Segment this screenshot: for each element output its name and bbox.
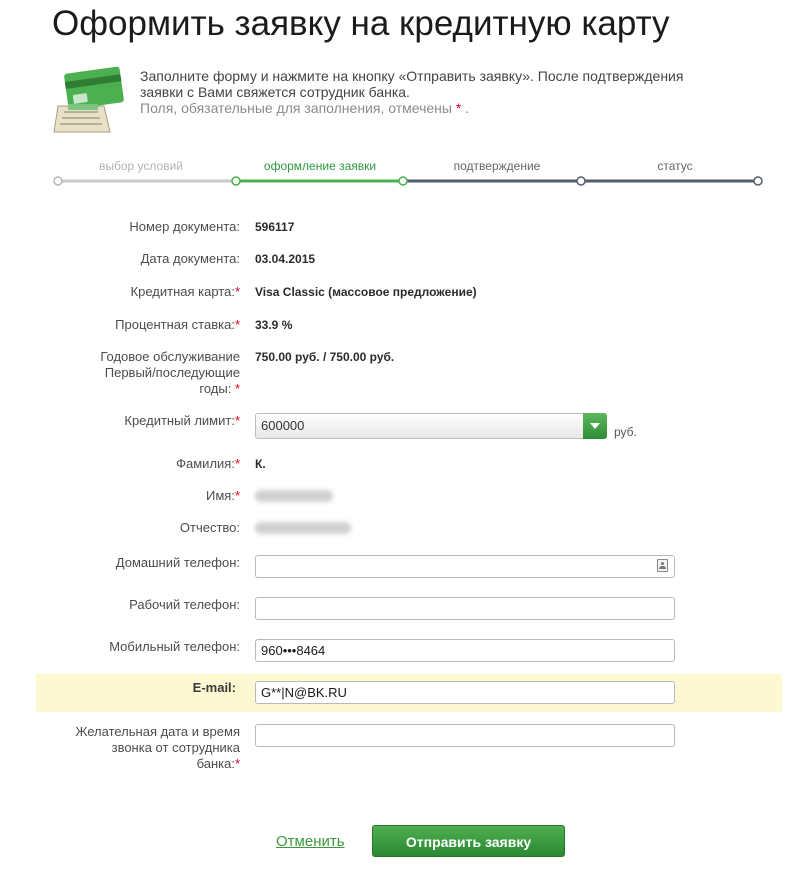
card-value: Visa Classic (массовое предложение) <box>255 285 477 299</box>
service-fee-label <box>40 349 240 397</box>
service-fee-label-line: Первый/последующие <box>104 365 240 380</box>
service-fee-label-line: Годовое обслуживание <box>100 349 240 364</box>
required-mark: * <box>234 413 240 428</box>
credit-limit-label <box>40 413 240 429</box>
call-time-label-line: звонка от сотрудника <box>111 740 240 755</box>
required-hint-end: . <box>465 100 470 116</box>
cancel-link[interactable]: Отменить <box>276 833 345 850</box>
required-mark: * <box>234 317 240 332</box>
surname-label-text: Фамилия: <box>176 456 235 471</box>
step-status: статус <box>657 159 693 173</box>
required-mark: * <box>234 381 240 396</box>
email-input[interactable]: G**|N@BK.RU <box>255 681 675 704</box>
stepper-node <box>754 177 762 185</box>
call-time-label-line: банка: <box>196 756 235 771</box>
rate-label <box>40 317 240 333</box>
card-label <box>40 284 240 300</box>
rate-label-text: Процентная ставка: <box>115 317 235 332</box>
stepper-node <box>577 177 585 185</box>
credit-card-icon <box>52 66 128 136</box>
step-select-terms: выбор условий <box>98 159 184 173</box>
contact-card-icon[interactable] <box>657 559 668 572</box>
intro-text <box>140 68 780 116</box>
rate-value: 33.9 % <box>255 318 293 332</box>
patronymic-label: Отчество: <box>179 520 240 535</box>
stepper-node <box>54 177 62 185</box>
name-label <box>40 488 240 504</box>
call-time-label <box>40 724 240 772</box>
credit-limit-select[interactable] <box>255 413 607 439</box>
chevron-down-icon[interactable] <box>583 413 607 439</box>
doc-date-label: Дата документа: <box>140 251 240 266</box>
doc-number-label: Номер документа: <box>129 219 240 234</box>
page-title: Оформить заявку на кредитную карту <box>52 4 670 43</box>
doc-date-value: 03.04.2015 <box>255 252 316 266</box>
home-phone-label: Домашний телефон: <box>115 555 240 570</box>
required-mark: * <box>234 756 240 771</box>
intro-line: Заполните форму и нажмите на кнопку «Отправить заявку». После подтверждения <box>140 68 684 84</box>
work-phone-label: Рабочий телефон: <box>129 597 240 612</box>
email-label: E-mail: <box>192 680 236 695</box>
required-mark: * <box>234 284 240 299</box>
email-row <box>36 674 782 712</box>
credit-limit-value: 600000 <box>261 418 305 433</box>
service-fee-value: 750.00 руб. / 750.00 руб. <box>255 350 395 364</box>
required-mark: * <box>455 100 462 116</box>
patronymic-value-blurred <box>255 522 351 534</box>
call-time-label-line: Желательная дата и время <box>75 724 240 739</box>
stepper-node <box>232 177 240 185</box>
progress-stepper <box>0 155 800 195</box>
required-hint <box>140 100 780 116</box>
step-fill-application: оформление заявки <box>263 159 377 173</box>
home-phone-input[interactable] <box>255 555 675 578</box>
name-value-blurred <box>255 490 333 502</box>
mobile-phone-input[interactable]: 960•••8464 <box>255 639 675 662</box>
doc-number-value: 596117 <box>255 220 295 234</box>
call-time-input[interactable] <box>255 724 675 747</box>
mobile-phone-label: Мобильный телефон: <box>109 639 240 654</box>
name-label-text: Имя: <box>206 488 235 503</box>
required-mark: * <box>234 456 240 471</box>
stepper-node <box>399 177 407 185</box>
step-confirmation: подтверждение <box>453 159 541 173</box>
credit-limit-unit: руб. <box>614 425 637 439</box>
work-phone-input[interactable] <box>255 597 675 620</box>
card-label-text: Кредитная карта: <box>130 284 235 299</box>
credit-limit-label-text: Кредитный лимит: <box>124 413 235 428</box>
surname-value: К. <box>255 457 266 471</box>
required-hint-text: Поля, обязательные для заполнения, отмечены <box>140 100 452 116</box>
required-mark: * <box>234 488 240 503</box>
service-fee-label-line: годы: <box>199 381 232 396</box>
intro-line: заявки с Вами свяжется сотрудник банка. <box>140 84 410 100</box>
submit-application-button[interactable]: Отправить заявку <box>372 825 565 857</box>
surname-label <box>40 456 240 472</box>
